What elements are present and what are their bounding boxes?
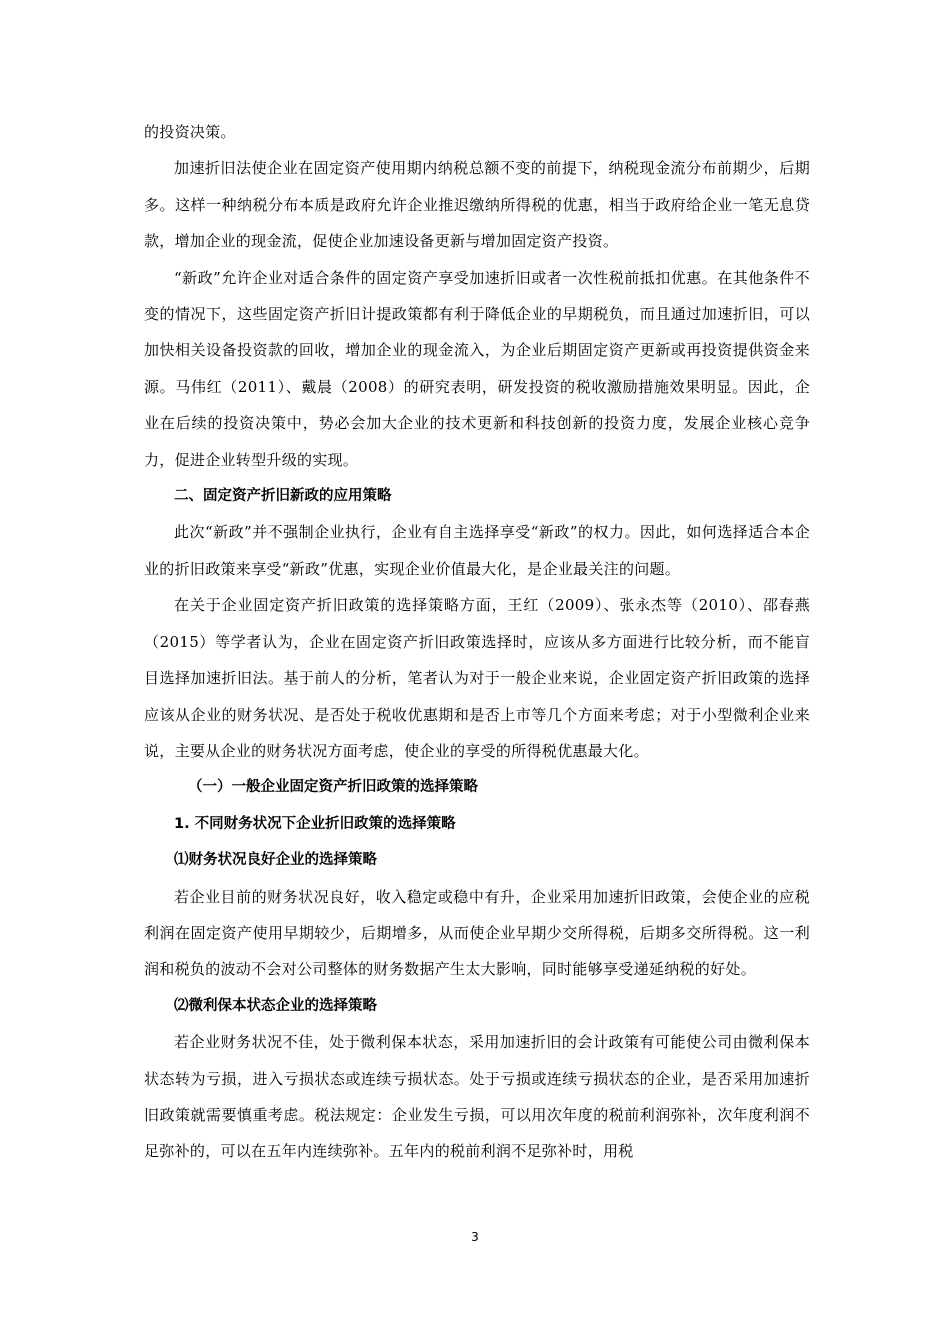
paragraph: “新政”允许企业对适合条件的固定资产享受加速折旧或者一次性税前抵扣优惠。在其他条件不变的情况下，这些固定资产折旧计提政策都有利于降低企业的早期税负，而且通过加速折旧，可以加快相关设备投资款的回收，增加企业的现金流入，为企业后期固定资产更新或再投资提供资金来源。马伟红（2011）、戴晨（2008）的研究表明，研发投资的税收激励措施效果明显。因此，企业在后续的投资决策中，势必会加大企业的技术更新和科技创新的投资力度，发展企业核心竞争力，促进企业转型升级的实现。 — [144, 268, 810, 469]
document-body — [144, 114, 810, 1170]
subsection-heading: （一）一般企业固定资产折旧政策的选择策略 — [188, 779, 478, 796]
paragraph: 此次“新政”并不强制企业执行，企业有自主选择享受“新政”的权力。因此，如何选择适合本企业的折旧政策来享受“新政”优惠，实现企业价值最大化，是企业最关注的问题。 — [144, 523, 810, 578]
subsubsection-heading: ⑵微利保本状态企业的选择策略 — [174, 997, 377, 1014]
page-number: 3 — [471, 1230, 479, 1244]
paragraph: 的投资决策。 — [144, 123, 236, 141]
section-heading: 二、固定资产折旧新政的应用策略 — [174, 488, 392, 505]
paragraph: 若企业目前的财务状况良好，收入稳定或稳中有升，企业采用加速折旧政策，会使企业的应税利润在固定资产使用早期较少，后期增多，从而使企业早期少交所得税，后期多交所得税。这一利润和税负的波动不会对公司整体的财务数据产生太大影响，同时能够享受递延纳税的好处。 — [144, 887, 810, 979]
paragraph: 若企业财务状况不佳，处于微利保本状态，采用加速折旧的会计政策有可能使公司由微利保本状态转为亏损，进入亏损状态或连续亏损状态。处于亏损或连续亏损状态的企业，是否采用加速折旧政策就需要慎重考虑。税法规定：企业发生亏损，可以用次年度的税前利润弥补，次年度利润不足弥补的，可以在五年内连续弥补。五年内的税前利润不足弥补时，用税 — [144, 1033, 810, 1161]
subsubsection-heading: ⑴财务状况良好企业的选择策略 — [174, 852, 377, 869]
paragraph: 加速折旧法使企业在固定资产使用期内纳税总额不变的前提下，纳税现金流分布前期少，后期多。这样一种纳税分布本质是政府允许企业推迟缴纳所得税的优惠，相当于政府给企业一笔无息贷款，增加企业的现金流，促使企业加速设备更新与增加固定资产投资。 — [144, 159, 810, 251]
subsubsection-heading: 1. 不同财务状况下企业折旧政策的选择策略 — [174, 815, 456, 832]
paragraph: 在关于企业固定资产折旧政策的选择策略方面，王红（2009）、张永杰等（2010）、邵春燕（2015）等学者认为，企业在固定资产折旧政策选择时，应该从多方面进行比较分析，而不能盲目选择加速折旧法。基于前人的分析，笔者认为对于一般企业来说，企业固定资产折旧政策的选择应该从企业的财务状况、是否处于税收优惠期和是否上市等几个方面来考虑；对于小型微利企业来说，主要从企业的财务状况方面考虑，使企业的享受的所得税优惠最大化。 — [144, 596, 810, 760]
